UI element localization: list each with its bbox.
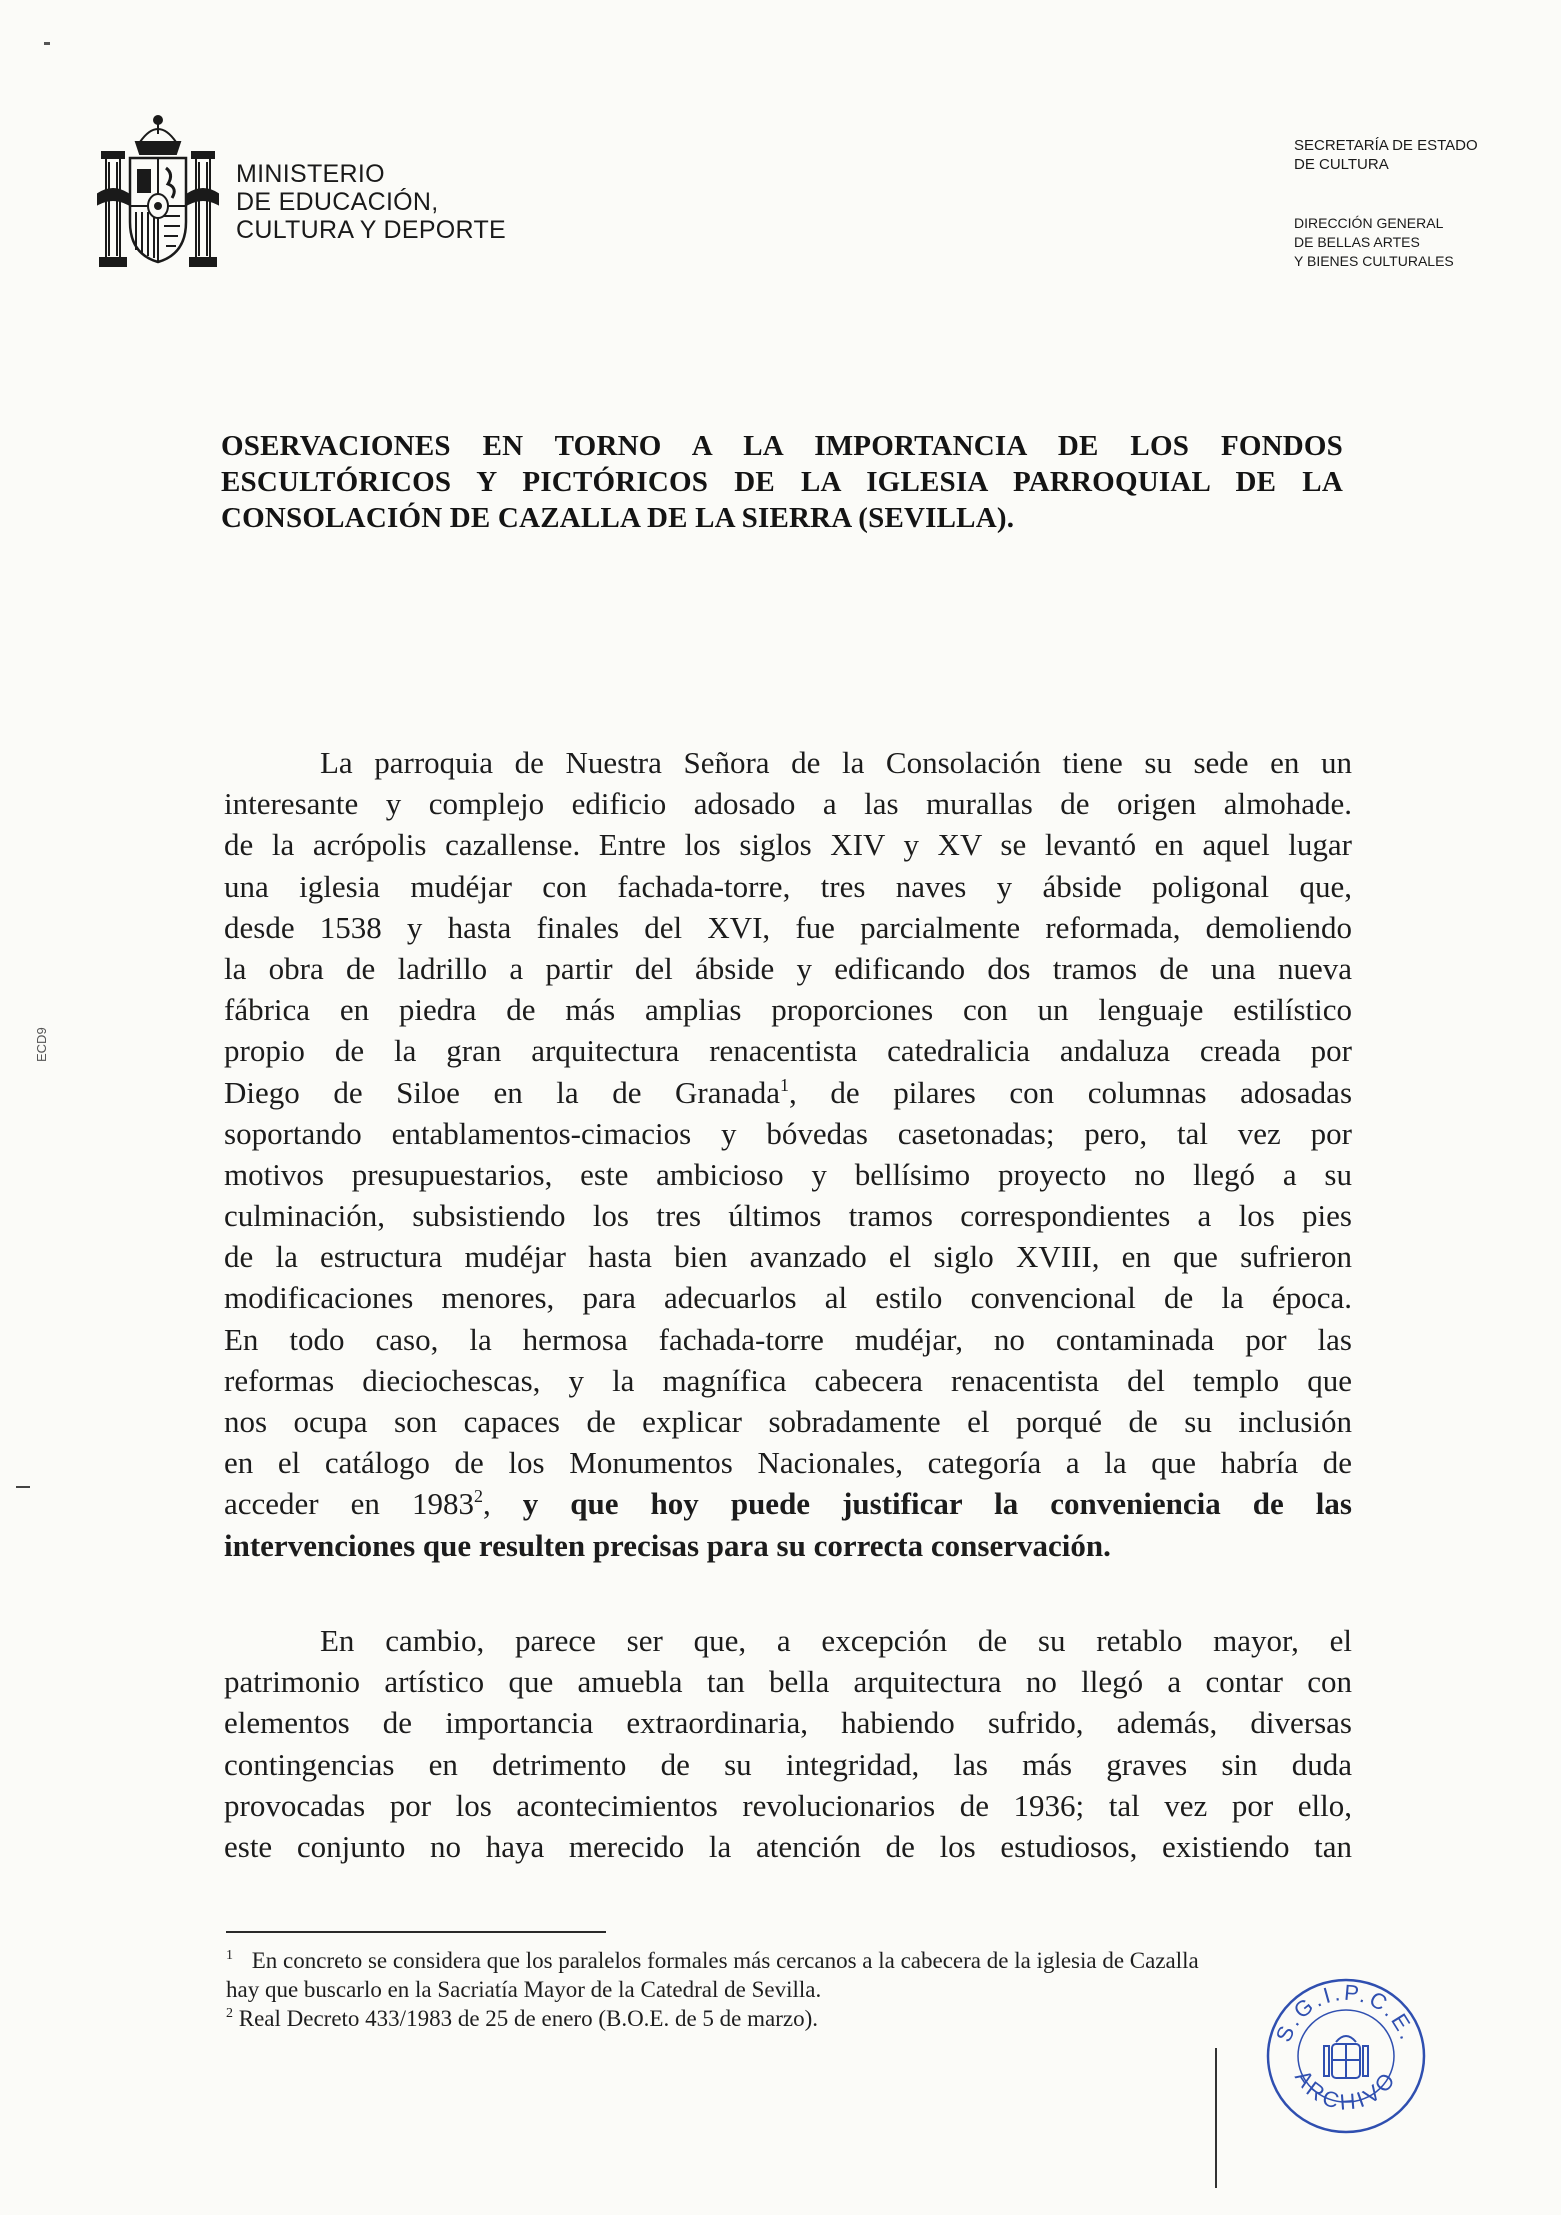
text-line: En cambio, parece ser que, a excepción de su retablo mayor, el: [320, 1623, 1352, 1658]
text-line: contingencias en detrimento de su integridad, las más graves sin duda: [224, 1746, 1352, 1782]
text-line: soportando entablamentos-cimacios y bóvedas casetonadas; pero, tal vez por: [224, 1115, 1352, 1151]
ministry-line: CULTURA Y DEPORTE: [236, 216, 506, 244]
footnote-divider: [226, 1931, 606, 1933]
text-line: una iglesia mudéjar con fachada-torre, tres naves y ábside poligonal que,: [224, 868, 1352, 904]
text-line: modificaciones menores, para adecuarlos al estilo convencional de la época.: [224, 1280, 1352, 1316]
text-line: fábrica en piedra de más amplias proporciones con un lenguaje estilístico: [224, 992, 1352, 1028]
document-title: [221, 428, 1343, 536]
text-line: nos ocupa son capaces de explicar sobradamente el porqué de su inclusión: [224, 1404, 1352, 1439]
footnote-2: [226, 2004, 1366, 2033]
stamp-bottom-text: ARCHIVO: [1290, 2065, 1402, 2115]
footnote-number: 2: [226, 2006, 233, 2021]
ministry-name: [236, 160, 506, 244]
direccion-block: [1294, 214, 1454, 271]
text-segment: acceder en 1983: [224, 1486, 474, 1522]
title-line: OSERVACIONES EN TORNO A LA IMPORTANCIA DE LOS FONDOS: [221, 430, 1343, 462]
text-segment: ,: [482, 1486, 491, 1522]
text-line: provocadas por los acontecimientos revolucionarios de 1936; tal vez por ello,: [224, 1787, 1352, 1823]
direccion-line: DIRECCIÓN GENERAL: [1294, 215, 1444, 231]
text-line: En todo caso, la hermosa fachada-torre mudéjar, no contaminada por las: [224, 1321, 1352, 1357]
ministry-line: DE EDUCACIÓN,: [236, 188, 439, 216]
text-line: de la estructura mudéjar hasta bien avanzado el siglo XVIII, en que sufrieron: [224, 1239, 1352, 1275]
text-line: interesante y complejo edificio adosado a las murallas de origen almohade.: [224, 786, 1352, 822]
secretaria-line: DE CULTURA: [1294, 156, 1389, 173]
text-line: culminación, subsistiendo los tres últimos tramos correspondientes a los pies: [224, 1198, 1352, 1234]
stamp-crest-icon: [1324, 2036, 1368, 2078]
direccion-line: Y BIENES CULTURALES: [1294, 253, 1454, 269]
footnote-ref-2: 2: [473, 1486, 483, 1507]
title-line: CONSOLACIÓN DE CAZALLA DE LA SIERRA (SEVILLA).: [221, 502, 1015, 534]
text-segment: Diego de Siloe en la de Granada: [224, 1074, 781, 1110]
scan-mark: [44, 42, 50, 45]
footnote-ref-1: 1: [780, 1074, 790, 1095]
text-segment: , de pilares con columnas adosadas: [789, 1074, 1353, 1110]
archive-stamp: [1262, 1972, 1430, 2136]
text-line: elementos de importancia extraordinaria, habiendo sufrido, además, diversas: [224, 1705, 1352, 1741]
text-line: de la acrópolis cazallense. Entre los siglos XIV y XV se levantó en aquel lugar: [224, 827, 1352, 863]
secretaria-line: SECRETARÍA DE ESTADO: [1294, 137, 1478, 154]
text-line: [224, 1072, 1352, 1113]
text-line: La parroquia de Nuestra Señora de la Consolación tiene su sede en un: [320, 745, 1352, 780]
text-line: la obra de ladrillo a partir del ábside y edificando dos tramos de una nueva: [224, 950, 1352, 986]
footnote-text: Real Decreto 433/1983 de 25 de enero (B.O.E. de 5 de marzo).: [238, 2006, 819, 2031]
side-code: ECD9: [34, 1027, 49, 1062]
footnote-text: En concreto se considera que los paralelos formales más cercanos a la cabecera de la iglesia de Cazalla: [251, 1948, 1199, 1973]
direccion-line: DE BELLAS ARTES: [1294, 234, 1420, 250]
text-line: en el catálogo de los Monumentos Nacionales, categoría a la que habría de: [224, 1445, 1352, 1481]
footnote-1-cont: hay que buscarlo en la Sacriatía Mayor de la Catedral de Sevilla.: [226, 1977, 822, 2002]
stamp-top-text: S.G.I.P.C.E.: [1270, 1979, 1422, 2046]
body-paragraph-1: [224, 742, 1352, 1566]
body-paragraph-2: [224, 1620, 1352, 1867]
text-line: este conjunto no haya merecido la atención de los estudiosos, existiendo tan: [224, 1828, 1352, 1864]
text-line: motivos presupuestarios, este ambicioso y bellísimo proyecto no llegó a su: [224, 1156, 1352, 1192]
text-line: desde 1538 y hasta finales del XVI, fue parcialmente reformada, demoliendo: [224, 909, 1352, 945]
text-line: [224, 1483, 1352, 1524]
text-line-bold: intervenciones que resulten precisas para su correcta conservación.: [224, 1527, 1111, 1563]
text-line: propio de la gran arquitectura renacentista catedralicia andaluza creada por: [224, 1033, 1352, 1069]
margin-dash: [16, 1486, 30, 1488]
footnote-1: $^1$ En concreto se considera que los paralelos formales más cercanos a la cabecera de la iglesia de Cazalla: [226, 1948, 1199, 1973]
title-line: ESCULTÓRICOS Y PICTÓRICOS DE LA IGLESIA PARROQUIAL DE LA: [221, 466, 1343, 498]
ministry-line: MINISTERIO: [236, 160, 385, 188]
secretaria-block: [1294, 136, 1478, 174]
text-line: reformas dieciochescas, y la magnífica cabecera renacentista del templo que: [224, 1362, 1352, 1398]
footnotes: [226, 1946, 1366, 2033]
margin-vertical-line: [1215, 2048, 1217, 2188]
text-line: patrimonio artístico que amuebla tan bella arquitectura no llegó a contar con: [224, 1664, 1352, 1700]
spain-coat-of-arms-icon: [96, 112, 220, 272]
bold-text-segment: y que hoy puede justificar la conveniencia de las: [490, 1486, 1352, 1522]
